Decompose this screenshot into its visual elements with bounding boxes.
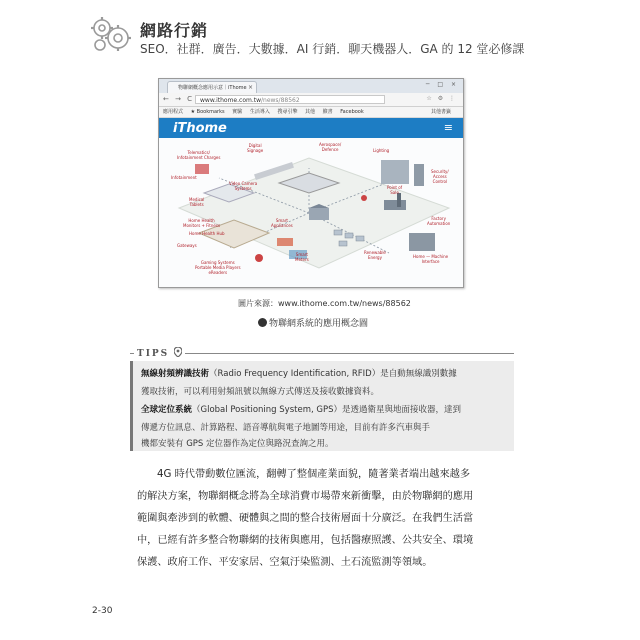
- body-line: 範圍與牽涉到的軟體、硬體與之間的整合技術層面十分廣泛。在我們生活當: [137, 513, 474, 524]
- tips-box: [130, 361, 514, 451]
- bookmark-item[interactable]: 生活導入: [249, 109, 270, 115]
- tab-title: 物聯網概念應用示意｜iThome: [178, 85, 247, 91]
- label-gateways: Gateways: [177, 243, 197, 248]
- figure-caption: [258, 316, 368, 329]
- figure-caption-text: 物聯網系統的應用概念圖: [269, 319, 369, 329]
- tips-rfid-line1: 無線射頻辨識技術（Radio Frequency Identification, RFID）是自動無線識別數據: [141, 369, 457, 379]
- book-title: 網路行銷: [140, 21, 209, 40]
- label-smart-appliances: Smart Appliances: [271, 218, 293, 228]
- label-renewable: Renewable Energy: [364, 250, 386, 260]
- label-point-of-sale: Point of Sale: [387, 185, 403, 195]
- tab-close-icon[interactable]: ×: [247, 84, 253, 91]
- tips-gps-term: 全球定位系統: [141, 405, 193, 415]
- location-pin-icon: [174, 347, 182, 357]
- figure-source: 圖片來源：www.ithome.com.tw/news/88562: [238, 299, 411, 308]
- bookmark-item[interactable]: Facebook: [340, 109, 364, 115]
- tips-gps-line1: 全球定位系統（Global Positioning System, GPS）是透過衛星與地面接收器，達到: [141, 405, 461, 415]
- body-line: 4G 時代帶動數位匯流，翻轉了整個產業面貌，隨著業者端出越來越多: [157, 469, 471, 480]
- body-line: 保護、政府工作、平安家居、空氣汙染監測、土石流監測等領域。: [137, 557, 433, 568]
- bookmark-item[interactable]: 臉書: [322, 109, 333, 115]
- url-domain: www.ithome.com.tw: [200, 97, 261, 104]
- bookmark-item[interactable]: 應用程式: [163, 109, 184, 115]
- label-gaming: Gaming Systems Portable Media Players eReaders: [195, 260, 241, 275]
- label-home-health: Home Health Monitors + Fitness: [183, 218, 221, 228]
- browser-tab[interactable]: [167, 81, 257, 93]
- label-medical: Medical Tablets: [189, 197, 205, 207]
- caption-bullet-icon: [258, 318, 267, 327]
- label-video-camera: Video Camera Systems: [229, 181, 258, 191]
- body-paragraph: [137, 464, 517, 574]
- book-subtitle: SEO．社群．廣告．大數據．AI 行銷．聊天機器人．GA 的 12 堂必修課: [140, 42, 525, 56]
- label-home-machine: Home — Machine Interface: [413, 254, 449, 264]
- label-aerospace: Aerospace/ Defence: [319, 142, 342, 152]
- tips-rfid-line2: 獲取技術，可以利用射頻訊號以無線方式傳送及接收數據資料。: [141, 387, 380, 397]
- body-line: 中，已經有許多整合物聯網的技術與應用，包括醫療照護、公共安全、環境: [137, 535, 474, 546]
- nav-buttons[interactable]: ← → C: [163, 95, 195, 103]
- gear-logo-icon: [88, 14, 134, 54]
- bookmark-item[interactable]: ★ Bookmarks: [190, 109, 225, 115]
- tips-label: TIPS: [137, 349, 170, 359]
- label-telematics: Telematics/ Infotainment Charges: [177, 150, 221, 160]
- tips-rfid-term: 無線射頻辨識技術: [141, 369, 210, 379]
- body-line: 的解決方案，物聯網概念將為全球消費市場帶來新衝擊，由於物聯網的應用: [137, 491, 474, 502]
- ithome-logo[interactable]: iThome: [173, 121, 227, 136]
- browser-addressbar: [159, 93, 463, 107]
- tips-divider: [130, 353, 514, 354]
- label-security: Security/ Access Control: [431, 169, 449, 184]
- tips-tag: [134, 347, 185, 359]
- tips-gps-line2: 傳遞方位訊息、計算路程、語音導航與電子地圖等用途，目前有許多汽車與手: [141, 423, 431, 433]
- label-factory: Factory Automation: [427, 216, 451, 226]
- iot-diagram: [159, 138, 463, 288]
- label-infotainment: Infotainment: [171, 175, 197, 180]
- label-home-health-hub: Home Health Hub: [189, 231, 225, 236]
- browser-screenshot: [158, 78, 464, 288]
- bookmark-item[interactable]: 搜尋引擎: [277, 109, 298, 115]
- bookmark-item[interactable]: 實驗: [232, 109, 243, 115]
- label-digital-signage: Digital Signage: [247, 143, 264, 153]
- url-path: /news/88562: [261, 97, 300, 104]
- extension-icons[interactable]: ☆ ⚙ ⋮: [426, 95, 457, 102]
- menu-icon[interactable]: ≡: [443, 121, 453, 134]
- bookmarks-bar: [159, 107, 463, 118]
- site-header: [159, 118, 463, 138]
- bookmark-item[interactable]: 其他: [305, 109, 316, 115]
- label-lighting: Lighting: [373, 148, 390, 153]
- window-controls[interactable]: ─ □ ×: [425, 81, 459, 88]
- bookmark-item-other[interactable]: 其他書籤: [430, 109, 451, 115]
- label-smart-meters: Smart Meters: [295, 252, 309, 262]
- url-input[interactable]: [195, 95, 385, 104]
- page-number: 2-30: [92, 606, 113, 616]
- browser-tabbar: [159, 79, 463, 93]
- tips-gps-line3: 機都安裝有 GPS 定位器作為定位與路況查詢之用。: [141, 439, 334, 449]
